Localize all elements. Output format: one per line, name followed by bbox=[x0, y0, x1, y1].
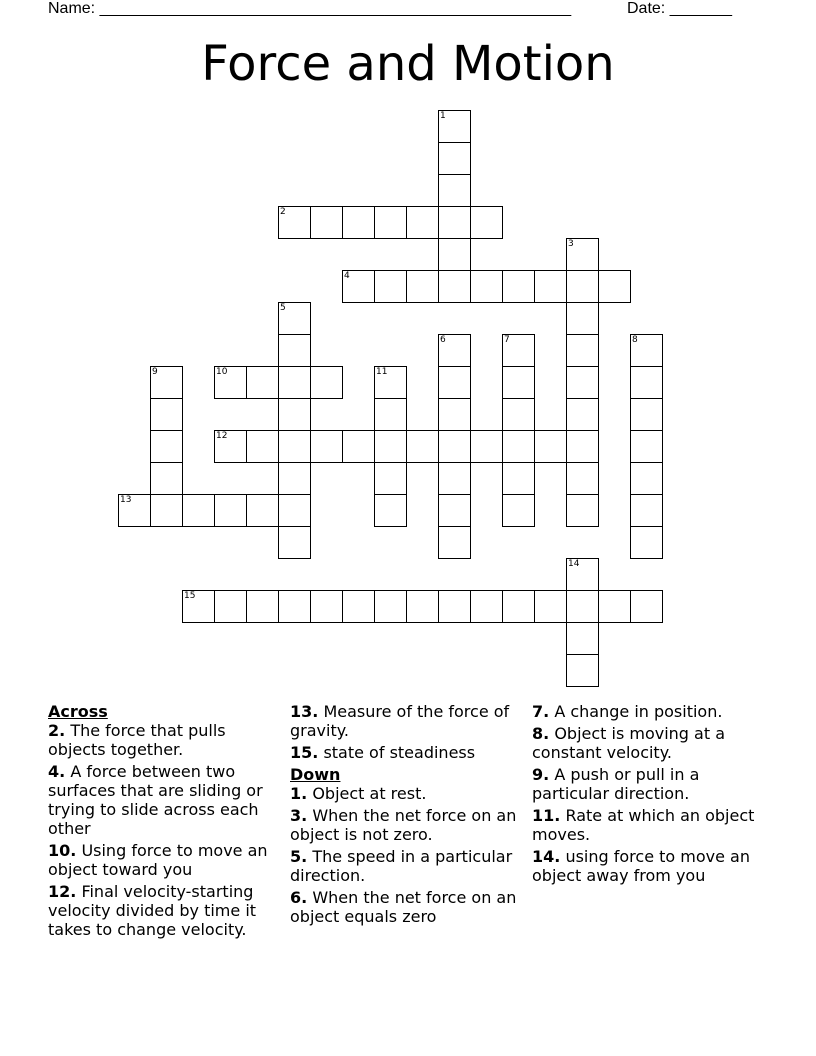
grid-cell[interactable] bbox=[630, 462, 663, 495]
grid-cell[interactable] bbox=[310, 366, 343, 399]
clue-number-14: 14 bbox=[568, 559, 580, 569]
clue-down-1: 1. Object at rest. bbox=[290, 784, 427, 803]
clue-across-2: 2. The force that pulls objects together. bbox=[48, 721, 226, 759]
clue-number-4: 4 bbox=[344, 271, 350, 281]
clue-number-13: 13 bbox=[120, 495, 132, 505]
clue-down-7: 7. A change in position. bbox=[532, 702, 723, 721]
page-title: Force and Motion bbox=[201, 36, 615, 92]
grid-cell[interactable] bbox=[214, 590, 247, 623]
grid-cell[interactable] bbox=[374, 462, 407, 495]
grid-cell[interactable] bbox=[150, 398, 183, 431]
grid-cell[interactable] bbox=[278, 334, 311, 367]
grid-cell[interactable] bbox=[470, 270, 503, 303]
grid-cell[interactable] bbox=[598, 590, 631, 623]
grid-cell[interactable] bbox=[246, 366, 279, 399]
grid-cell[interactable] bbox=[310, 206, 343, 239]
clue-number-10: 10 bbox=[216, 367, 228, 377]
grid-cell[interactable] bbox=[182, 494, 215, 527]
grid-cell[interactable] bbox=[502, 398, 535, 431]
grid-cell[interactable] bbox=[566, 494, 599, 527]
clues-column-2 bbox=[290, 702, 526, 929]
clue-down-11: 11. Rate at which an object moves. bbox=[532, 806, 755, 844]
grid-cell[interactable] bbox=[630, 398, 663, 431]
grid-cell[interactable] bbox=[630, 366, 663, 399]
clue-down-9: 9. A push or pull in a particular direction. bbox=[532, 765, 700, 803]
clue-down-6: 6. When the net force on an object equals zero bbox=[290, 888, 517, 926]
grid-cell[interactable] bbox=[150, 494, 183, 527]
grid-cell[interactable] bbox=[502, 590, 535, 623]
grid-cell[interactable] bbox=[438, 238, 471, 271]
grid-cell[interactable] bbox=[566, 622, 599, 655]
clue-down-5: 5. The speed in a particular direction. bbox=[290, 847, 513, 885]
grid-cell[interactable] bbox=[534, 270, 567, 303]
grid-cell[interactable] bbox=[246, 494, 279, 527]
grid-cell[interactable] bbox=[566, 462, 599, 495]
grid-cell[interactable] bbox=[502, 430, 535, 463]
clue-number-15: 15 bbox=[184, 591, 196, 601]
grid-cell[interactable] bbox=[438, 398, 471, 431]
grid-cell[interactable] bbox=[598, 270, 631, 303]
grid-cell[interactable] bbox=[214, 494, 247, 527]
grid-cell[interactable] bbox=[374, 590, 407, 623]
clue-down-8: 8. Object is moving at a constant velocity. bbox=[532, 724, 726, 762]
grid-cell[interactable] bbox=[374, 430, 407, 463]
grid-cell[interactable] bbox=[470, 206, 503, 239]
grid-cell[interactable] bbox=[438, 142, 471, 175]
grid-cell[interactable] bbox=[438, 526, 471, 559]
grid-cell[interactable] bbox=[566, 302, 599, 335]
grid-cell[interactable] bbox=[502, 270, 535, 303]
grid-cell[interactable] bbox=[438, 590, 471, 623]
down-heading: Down bbox=[290, 765, 341, 784]
clue-down-3: 3. When the net force on an object is not zero. bbox=[290, 806, 517, 844]
grid-cell[interactable] bbox=[438, 366, 471, 399]
clue-number-12: 12 bbox=[216, 431, 228, 441]
grid-cell[interactable] bbox=[630, 494, 663, 527]
grid-cell[interactable] bbox=[278, 366, 311, 399]
grid-cell[interactable] bbox=[278, 526, 311, 559]
grid-cell[interactable] bbox=[342, 590, 375, 623]
clues-column-1 bbox=[48, 702, 284, 942]
clue-across-12: 12. Final velocity-starting velocity divided by time it takes to change velocity. bbox=[48, 882, 257, 939]
clue-across-4: 4. A force between two surfaces that are sliding or trying to slide across each other bbox=[48, 762, 263, 838]
grid-cell[interactable] bbox=[374, 270, 407, 303]
clue-number-9: 9 bbox=[152, 367, 158, 377]
grid-cell[interactable] bbox=[342, 206, 375, 239]
grid-cell[interactable] bbox=[438, 494, 471, 527]
grid-cell[interactable] bbox=[438, 206, 471, 239]
grid-cell[interactable] bbox=[150, 462, 183, 495]
clue-number-2: 2 bbox=[280, 207, 286, 217]
grid-cell[interactable] bbox=[406, 270, 439, 303]
grid-cell[interactable] bbox=[278, 462, 311, 495]
name-field-label: Name: _____________________________________________________ bbox=[48, 0, 572, 17]
grid-cell[interactable] bbox=[438, 430, 471, 463]
grid-cell[interactable] bbox=[278, 494, 311, 527]
grid-cell[interactable] bbox=[566, 654, 599, 687]
grid-cell[interactable] bbox=[502, 494, 535, 527]
grid-cell[interactable] bbox=[406, 590, 439, 623]
clue-number-1: 1 bbox=[440, 111, 446, 121]
clue-number-7: 7 bbox=[504, 335, 510, 345]
clue-across-15: 15. state of steadiness bbox=[290, 743, 476, 762]
grid-cell[interactable] bbox=[374, 398, 407, 431]
clue-down-14: 14. using force to move an object away from you bbox=[532, 847, 750, 885]
grid-cell[interactable] bbox=[278, 398, 311, 431]
grid-cell[interactable] bbox=[630, 430, 663, 463]
grid-cell[interactable] bbox=[406, 206, 439, 239]
grid-cell[interactable] bbox=[470, 430, 503, 463]
grid-cell[interactable] bbox=[438, 174, 471, 207]
grid-cell[interactable] bbox=[566, 590, 599, 623]
clue-across-13: 13. Measure of the force of gravity. bbox=[290, 702, 510, 740]
grid-cell[interactable] bbox=[470, 590, 503, 623]
clue-number-8: 8 bbox=[632, 335, 638, 345]
grid-cell[interactable] bbox=[374, 494, 407, 527]
grid-cell[interactable] bbox=[406, 430, 439, 463]
grid-cell[interactable] bbox=[566, 270, 599, 303]
grid-cell[interactable] bbox=[534, 590, 567, 623]
clue-number-6: 6 bbox=[440, 335, 446, 345]
grid-cell[interactable] bbox=[438, 270, 471, 303]
clue-number-5: 5 bbox=[280, 303, 286, 313]
grid-cell[interactable] bbox=[278, 430, 311, 463]
grid-cell[interactable] bbox=[150, 430, 183, 463]
date-field-label: Date: _______ bbox=[627, 0, 732, 17]
grid-cell[interactable] bbox=[374, 206, 407, 239]
clue-number-3: 3 bbox=[568, 239, 574, 249]
clue-across-10: 10. Using force to move an object toward you bbox=[48, 841, 268, 879]
grid-cell[interactable] bbox=[566, 366, 599, 399]
grid-cell[interactable] bbox=[246, 430, 279, 463]
grid-cell[interactable] bbox=[502, 462, 535, 495]
clues-column-3 bbox=[532, 702, 768, 888]
grid-cell[interactable] bbox=[310, 590, 343, 623]
grid-cell[interactable] bbox=[630, 526, 663, 559]
grid-cell[interactable] bbox=[342, 430, 375, 463]
grid-cell[interactable] bbox=[566, 398, 599, 431]
grid-cell[interactable] bbox=[278, 590, 311, 623]
grid-cell[interactable] bbox=[502, 366, 535, 399]
clue-number-11: 11 bbox=[376, 367, 388, 377]
grid-cell[interactable] bbox=[310, 430, 343, 463]
grid-cell[interactable] bbox=[630, 590, 663, 623]
across-heading: Across bbox=[48, 702, 108, 721]
grid-cell[interactable] bbox=[566, 430, 599, 463]
grid-cell[interactable] bbox=[566, 334, 599, 367]
grid-cell[interactable] bbox=[246, 590, 279, 623]
grid-cell[interactable] bbox=[534, 430, 567, 463]
grid-cell[interactable] bbox=[438, 462, 471, 495]
